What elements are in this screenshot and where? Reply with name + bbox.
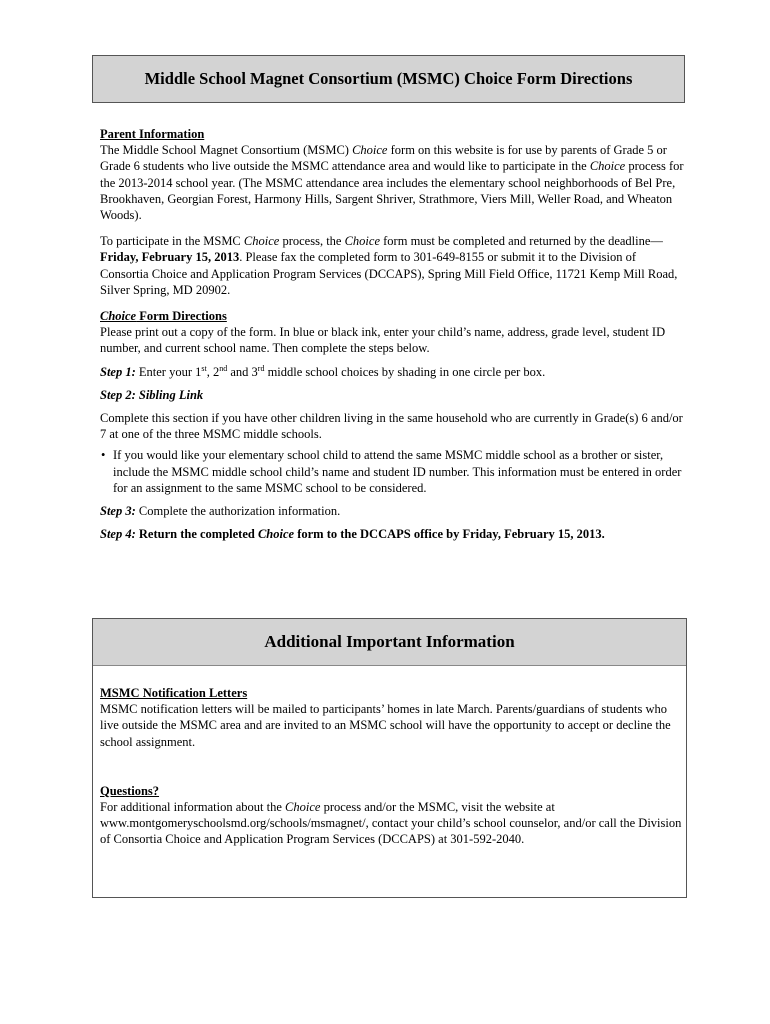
choice-italic: Choice — [352, 143, 388, 158]
text-run: Complete the authorization information. — [135, 504, 341, 519]
text-run: , 2 — [206, 364, 220, 379]
questions-heading: Questions? — [100, 783, 160, 798]
choice-italic: Choice — [243, 234, 280, 249]
form-directions-heading — [100, 308, 685, 324]
text-run: Return the completed — [135, 527, 258, 542]
choice-italic: Choice — [344, 234, 381, 249]
step-4 — [100, 526, 685, 542]
list-item: • If you would like your elementary school child to attend the same MSMC middle school as a brother or sister, include the MSMC middle school child’s name and student ID number. This information must be entered in order for an assignment to the same MSMC school to be considered. — [100, 447, 685, 496]
text-run: process and/or the MSMC, visit the website at www.montgomeryschoolsmd.org/schools/msmagnet/, contact your child’s school counselor, and/or call the Division of Consortia Choice and Application Program Services (DCCAPS) at 301-592-2040. — [100, 800, 682, 847]
step-1 — [100, 364, 685, 380]
directions-body — [100, 126, 685, 542]
text-run: middle school choices by shading in one circle per box. — [264, 364, 546, 379]
text-run: form must be completed and returned by the deadline— — [380, 234, 663, 249]
text-run: process, the — [279, 234, 345, 249]
ordinal-suffix: rd — [257, 363, 265, 373]
text-run: form to the DCCAPS office by Friday, February 15, 2013. — [294, 527, 605, 542]
additional-info-box — [92, 618, 687, 898]
deadline-paragraph — [100, 233, 685, 298]
step-2-bullets — [100, 447, 685, 496]
text-run: Form Directions — [136, 309, 227, 324]
step-3-label: Step 3: — [100, 504, 136, 519]
step-4-label: Step 4: — [100, 527, 136, 542]
text-run: For additional information about the — [100, 800, 286, 815]
additional-info-title: Additional Important Information — [93, 619, 686, 666]
text-run: To participate in the MSMC — [100, 234, 244, 249]
ordinal-suffix: nd — [219, 363, 228, 373]
notification-heading: MSMC Notification Letters — [100, 686, 248, 700]
page-title-text: Middle School Magnet Consortium (MSMC) Choice Form Directions — [144, 68, 633, 88]
parent-info-heading: Parent Information — [100, 127, 205, 141]
choice-italic: Choice — [100, 309, 137, 324]
text-run: and 3 — [227, 364, 258, 379]
page-title — [92, 55, 685, 103]
form-directions-intro: Please print out a copy of the form. In blue or black ink, enter your child’s name, address, grade level, student ID number, and current school name. Then complete the steps below. — [100, 325, 666, 356]
step-2-text: Complete this section if you have other children living in the same household who are currently in Grade(s) 6 and/or 7 at one of the three MSMC middle schools. — [100, 411, 683, 442]
parent-info-paragraph — [100, 142, 685, 223]
deadline-date: Friday, February 15, 2013 — [100, 250, 240, 265]
step-2-label: Step 2: Sibling Link — [100, 387, 204, 402]
step-1-label: Step 1: — [100, 364, 136, 379]
text-run: Enter your 1 — [135, 364, 202, 379]
text-run: The Middle School Magnet Consortium (MSMC) — [100, 143, 353, 158]
choice-italic: Choice — [257, 527, 295, 542]
choice-italic: Choice — [589, 159, 626, 174]
additional-info-body — [93, 666, 685, 848]
questions-text — [100, 799, 685, 848]
ordinal-suffix: st — [201, 363, 207, 373]
notification-text: MSMC notification letters will be mailed to participants’ homes in late March. Parents/guardians of students who live outside the MSMC area and are invited to an MSMC school will have the opportunity to accept or decline the school assignment. — [100, 702, 671, 749]
text-run: process for the 2013-2014 school year. (The MSMC attendance area includes the elementary school neighborhoods of Bel Pre, Brookhaven, Georgian Forest, Harmony Hills, Sargent Shriver, Strathmore, Viers Mill, Weller Road, and Wheaton Woods). — [100, 159, 684, 223]
text-run: . Please fax the completed form to 301-649-8155 or submit it to the Division of Consortia Choice and Application Program Services (DCCAPS), Spring Mill Field Office, 11721 Kemp Mill Road, Silver Spring, MD 20902. — [100, 250, 678, 297]
text-run: form on this website is for use by parents of Grade 5 or Grade 6 students who live outside the MSMC attendance area and would like to participate in the — [100, 143, 667, 174]
step-3 — [100, 503, 685, 519]
choice-italic: Choice — [285, 800, 321, 815]
